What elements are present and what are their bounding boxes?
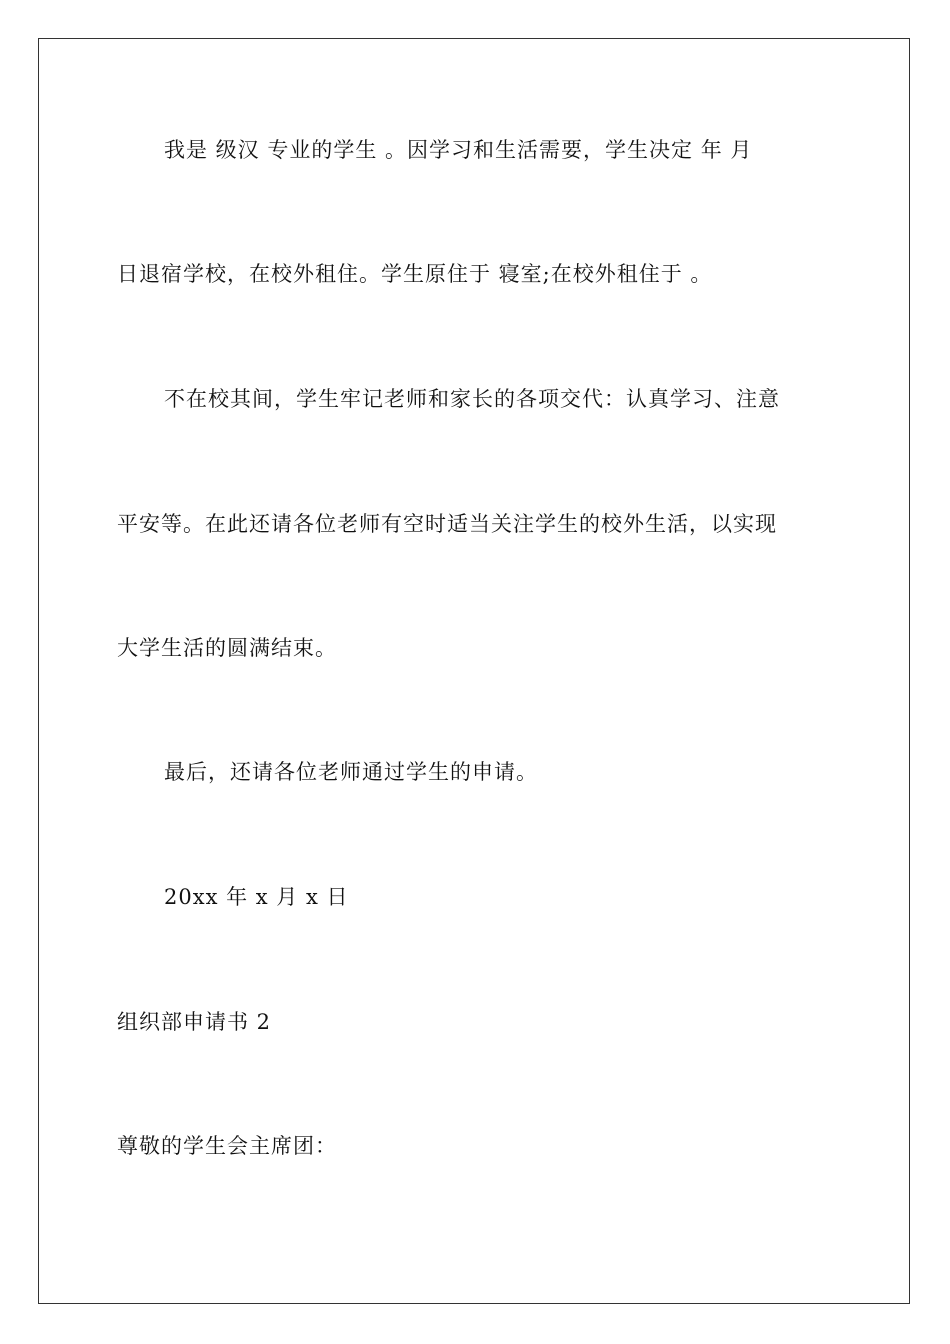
paragraph-line-4: 平安等。在此还请各位老师有空时适当关注学生的校外生活，以实现 [117, 512, 777, 536]
paragraph-line-6: 最后，还请各位老师通过学生的申请。 [164, 760, 538, 784]
paragraph-line-1: 我是 级汉 专业的学生 。因学习和生活需要，学生决定 年 月 [164, 138, 753, 162]
page-frame [38, 38, 910, 1304]
paragraph-line-2: 日退宿学校，在校外租住。学生原住于 寝室;在校外租住于 。 [117, 262, 713, 286]
date-line: 20xx 年 x 月 x 日 [164, 885, 349, 909]
section-heading: 组织部申请书 2 [117, 1010, 272, 1034]
paragraph-line-3: 不在校其间，学生牢记老师和家长的各项交代：认真学习、注意 [164, 387, 780, 411]
paragraph-line-5: 大学生活的圆满结束。 [117, 636, 337, 660]
salutation-line: 尊敬的学生会主席团： [117, 1134, 337, 1158]
